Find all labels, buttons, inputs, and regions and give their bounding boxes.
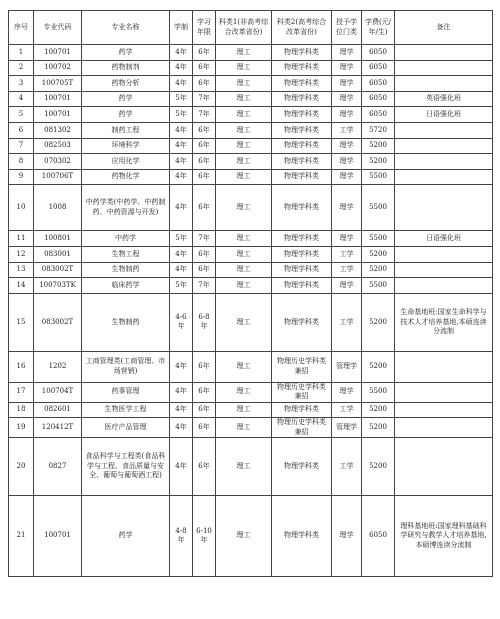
cell-years: 4年 [170,262,193,278]
table-row [9,45,493,61]
cell-code: 100702 [34,60,82,76]
cell-seq: 15 [9,293,34,351]
cell-cat1: 理工 [216,382,272,402]
cell-degree: 理学 [332,231,362,247]
cell-cat1: 理工 [216,351,272,382]
cell-seq: 12 [9,246,34,262]
cell-note: 生命基地班:国家生命科学与技术人才培养基地,本硕连读分流制 [395,293,493,351]
cell-fee: 5200 [362,246,395,262]
cell-seq: 11 [9,231,34,247]
cell-years: 4年 [170,382,193,402]
cell-years: 4年 [170,76,193,92]
cell-note [395,154,493,170]
cell-study: 6-8年 [193,293,216,351]
cell-cat2: 物理学科类 [272,169,332,185]
cell-years: 4年 [170,60,193,76]
cell-code: 083002T [34,293,82,351]
cell-cat2: 物理学科类 [272,60,332,76]
cell-cat1: 理工 [216,76,272,92]
cell-cat2: 物理学科类 [272,402,332,418]
cell-cat2: 物理历史学科类兼招 [272,351,332,382]
cell-cat2: 物理学科类 [272,154,332,170]
cell-years: 4年 [170,185,193,231]
cell-study: 7年 [193,231,216,247]
cell-fee: 5200 [362,262,395,278]
cell-note [395,438,493,496]
header-code: 专业代码 [34,11,82,45]
cell-note [395,262,493,278]
table-row [9,231,493,247]
cell-cat1: 理工 [216,60,272,76]
cell-code: 070302 [34,154,82,170]
cell-years: 4-6年 [170,293,193,351]
cell-degree: 理学 [332,169,362,185]
table-row [9,138,493,154]
cell-years: 4年 [170,351,193,382]
cell-fee: 5500 [362,169,395,185]
cell-degree: 工学 [332,262,362,278]
cell-name: 中药学 [82,231,170,247]
cell-name: 医疗产品管理 [82,418,170,438]
cell-seq: 18 [9,402,34,418]
cell-study: 6年 [193,262,216,278]
cell-name: 环境科学 [82,138,170,154]
cell-cat1: 理工 [216,278,272,294]
cell-seq: 6 [9,122,34,138]
cell-note: 日语强化班 [395,231,493,247]
header-name: 专业名称 [82,11,170,45]
cell-code: 100705T [34,76,82,92]
cell-study: 6年 [193,138,216,154]
cell-note: 英语强化班 [395,91,493,107]
cell-name: 生物制药 [82,293,170,351]
cell-name: 应用化学 [82,154,170,170]
cell-study: 6年 [193,185,216,231]
cell-name: 中药学类(中药学、中药制药、中药资源与开发) [82,185,170,231]
cell-note: 日语强化班 [395,107,493,123]
cell-degree: 理学 [332,185,362,231]
cell-degree: 理学 [332,91,362,107]
cell-cat2: 物理学科类 [272,262,332,278]
cell-study: 6年 [193,438,216,496]
cell-seq: 21 [9,496,34,577]
table-row [9,293,493,351]
cell-years: 5年 [170,231,193,247]
table-header-row [9,11,493,45]
cell-years: 4年 [170,154,193,170]
cell-name: 生物医学工程 [82,402,170,418]
cell-study: 6年 [193,76,216,92]
cell-degree: 理学 [332,60,362,76]
cell-fee: 6050 [362,496,395,577]
cell-note [395,45,493,61]
cell-study: 6年 [193,169,216,185]
cell-years: 4年 [170,246,193,262]
cell-code: 081302 [34,122,82,138]
cell-code: 082601 [34,402,82,418]
cell-study: 6年 [193,154,216,170]
cell-cat2: 物理学科类 [272,76,332,92]
cell-cat2: 物理学科类 [272,122,332,138]
table-row [9,278,493,294]
table-row [9,60,493,76]
cell-years: 4年 [170,122,193,138]
cell-name: 药学 [82,45,170,61]
cell-cat1: 理工 [216,122,272,138]
cell-fee: 5500 [362,382,395,402]
cell-cat1: 理工 [216,496,272,577]
table-row [9,262,493,278]
table-row [9,246,493,262]
cell-years: 4年 [170,418,193,438]
cell-degree: 理学 [332,496,362,577]
table-row [9,122,493,138]
header-degree: 授予学位门类 [332,11,362,45]
header-seq: 序号 [9,11,34,45]
table-row [9,154,493,170]
cell-seq: 4 [9,91,34,107]
cell-cat2: 物理学科类 [272,45,332,61]
cell-degree: 工学 [332,293,362,351]
cell-code: 0827 [34,438,82,496]
cell-name: 食品科学与工程类(食品科学与工程、食品质量与安全、葡萄与葡萄酒工程) [82,438,170,496]
cell-years: 4年 [170,138,193,154]
cell-code: 100801 [34,231,82,247]
cell-cat2: 物理学科类 [272,138,332,154]
cell-code: 120412T [34,418,82,438]
cell-cat1: 理工 [216,262,272,278]
cell-study: 6年 [193,246,216,262]
table-row [9,418,493,438]
cell-study: 6年 [193,351,216,382]
cell-study: 6-10年 [193,496,216,577]
cell-cat2: 物理历史学科类兼招 [272,418,332,438]
cell-cat2: 物理历史学科类兼招 [272,382,332,402]
header-cat2: 科类2(高考综合改革省份) [272,11,332,45]
cell-code: 083001 [34,246,82,262]
cell-fee: 5200 [362,154,395,170]
cell-degree: 理学 [332,107,362,123]
cell-note [395,138,493,154]
cell-cat1: 理工 [216,138,272,154]
cell-fee: 5500 [362,185,395,231]
cell-cat2: 物理学科类 [272,107,332,123]
cell-degree: 工学 [332,402,362,418]
cell-note [395,169,493,185]
cell-fee: 5500 [362,231,395,247]
cell-name: 药物分析 [82,76,170,92]
cell-cat2: 物理学科类 [272,438,332,496]
cell-code: 1202 [34,351,82,382]
cell-fee: 5200 [362,402,395,418]
cell-degree: 理学 [332,76,362,92]
cell-note [395,418,493,438]
table-row [9,76,493,92]
table-row [9,438,493,496]
cell-note [395,60,493,76]
cell-cat2: 物理学科类 [272,278,332,294]
cell-name: 临床药学 [82,278,170,294]
cell-cat1: 理工 [216,402,272,418]
cell-fee: 6050 [362,107,395,123]
cell-fee: 5720 [362,122,395,138]
header-years: 学制 [170,11,193,45]
cell-code: 100701 [34,496,82,577]
table-body [9,45,493,577]
cell-code: 082503 [34,138,82,154]
cell-degree: 理学 [332,278,362,294]
cell-name: 工商管理类(工商管理、市场营销) [82,351,170,382]
cell-code: 100703TK [34,278,82,294]
table-row [9,107,493,123]
cell-fee: 5200 [362,351,395,382]
cell-fee: 6050 [362,60,395,76]
cell-years: 5年 [170,91,193,107]
cell-cat1: 理工 [216,185,272,231]
cell-code: 1008 [34,185,82,231]
cell-years: 4年 [170,169,193,185]
header-study: 学习年限 [193,11,216,45]
cell-cat1: 理工 [216,91,272,107]
cell-cat2: 物理学科类 [272,246,332,262]
cell-years: 4年 [170,45,193,61]
cell-seq: 16 [9,351,34,382]
cell-degree: 管理学 [332,418,362,438]
majors-table [8,10,493,577]
cell-degree: 工学 [332,122,362,138]
cell-name: 药事管理 [82,382,170,402]
header-fee: 学费(元/年/生) [362,11,395,45]
cell-cat2: 物理学科类 [272,185,332,231]
cell-years: 4-8年 [170,496,193,577]
cell-cat1: 理工 [216,418,272,438]
cell-degree: 工学 [332,438,362,496]
table-row [9,496,493,577]
cell-code: 100701 [34,91,82,107]
cell-cat1: 理工 [216,438,272,496]
cell-cat1: 理工 [216,169,272,185]
cell-cat2: 物理学科类 [272,496,332,577]
cell-years: 4年 [170,438,193,496]
cell-note [395,246,493,262]
cell-seq: 14 [9,278,34,294]
cell-note [395,76,493,92]
header-cat1: 科类1(非高考综合改革省份) [216,11,272,45]
cell-seq: 17 [9,382,34,402]
cell-cat1: 理工 [216,231,272,247]
cell-seq: 13 [9,262,34,278]
cell-code: 100704T [34,382,82,402]
cell-study: 6年 [193,382,216,402]
cell-name: 药物化学 [82,169,170,185]
cell-note [395,382,493,402]
cell-fee: 5200 [362,138,395,154]
cell-years: 5年 [170,107,193,123]
table-row [9,91,493,107]
cell-fee: 6050 [362,45,395,61]
cell-code: 100701 [34,107,82,123]
cell-study: 7年 [193,91,216,107]
cell-fee: 6050 [362,76,395,92]
cell-fee: 5200 [362,438,395,496]
cell-cat1: 理工 [216,246,272,262]
cell-degree: 理学 [332,45,362,61]
table-row [9,169,493,185]
cell-cat2: 物理学科类 [272,293,332,351]
cell-code: 100701 [34,45,82,61]
cell-seq: 3 [9,76,34,92]
cell-cat1: 理工 [216,154,272,170]
cell-seq: 9 [9,169,34,185]
cell-study: 7年 [193,278,216,294]
cell-years: 5年 [170,278,193,294]
cell-note [395,185,493,231]
cell-note [395,278,493,294]
cell-cat1: 理工 [216,107,272,123]
cell-degree: 理学 [332,154,362,170]
cell-code: 083002T [34,262,82,278]
cell-study: 6年 [193,418,216,438]
cell-fee: 5200 [362,293,395,351]
cell-cat2: 物理学科类 [272,91,332,107]
cell-degree: 理学 [332,382,362,402]
cell-note: 理科基地班:国家理科基础科学研究与教学人才培养基地,本硕博连读分流制 [395,496,493,577]
cell-name: 药学 [82,107,170,123]
cell-cat2: 物理学科类 [272,231,332,247]
table-row [9,382,493,402]
cell-fee: 5200 [362,418,395,438]
cell-name: 药学 [82,91,170,107]
cell-name: 生物工程 [82,246,170,262]
cell-study: 6年 [193,122,216,138]
table-row [9,351,493,382]
header-note: 备注 [395,11,493,45]
cell-seq: 2 [9,60,34,76]
cell-seq: 8 [9,154,34,170]
table-row [9,185,493,231]
cell-name: 制药工程 [82,122,170,138]
cell-cat1: 理工 [216,293,272,351]
cell-name: 药物制剂 [82,60,170,76]
cell-cat1: 理工 [216,45,272,61]
cell-study: 6年 [193,60,216,76]
cell-code: 100706T [34,169,82,185]
cell-years: 4年 [170,402,193,418]
cell-seq: 1 [9,45,34,61]
cell-name: 生物制药 [82,262,170,278]
cell-study: 6年 [193,402,216,418]
cell-degree: 工学 [332,246,362,262]
cell-study: 6年 [193,45,216,61]
table-row [9,402,493,418]
cell-degree: 管理学 [332,351,362,382]
cell-note [395,402,493,418]
cell-seq: 7 [9,138,34,154]
cell-seq: 10 [9,185,34,231]
cell-study: 7年 [193,107,216,123]
cell-fee: 5500 [362,278,395,294]
cell-seq: 19 [9,418,34,438]
cell-seq: 5 [9,107,34,123]
cell-fee: 6050 [362,91,395,107]
cell-degree: 理学 [332,138,362,154]
cell-note [395,351,493,382]
cell-name: 药学 [82,496,170,577]
cell-note [395,122,493,138]
cell-seq: 20 [9,438,34,496]
